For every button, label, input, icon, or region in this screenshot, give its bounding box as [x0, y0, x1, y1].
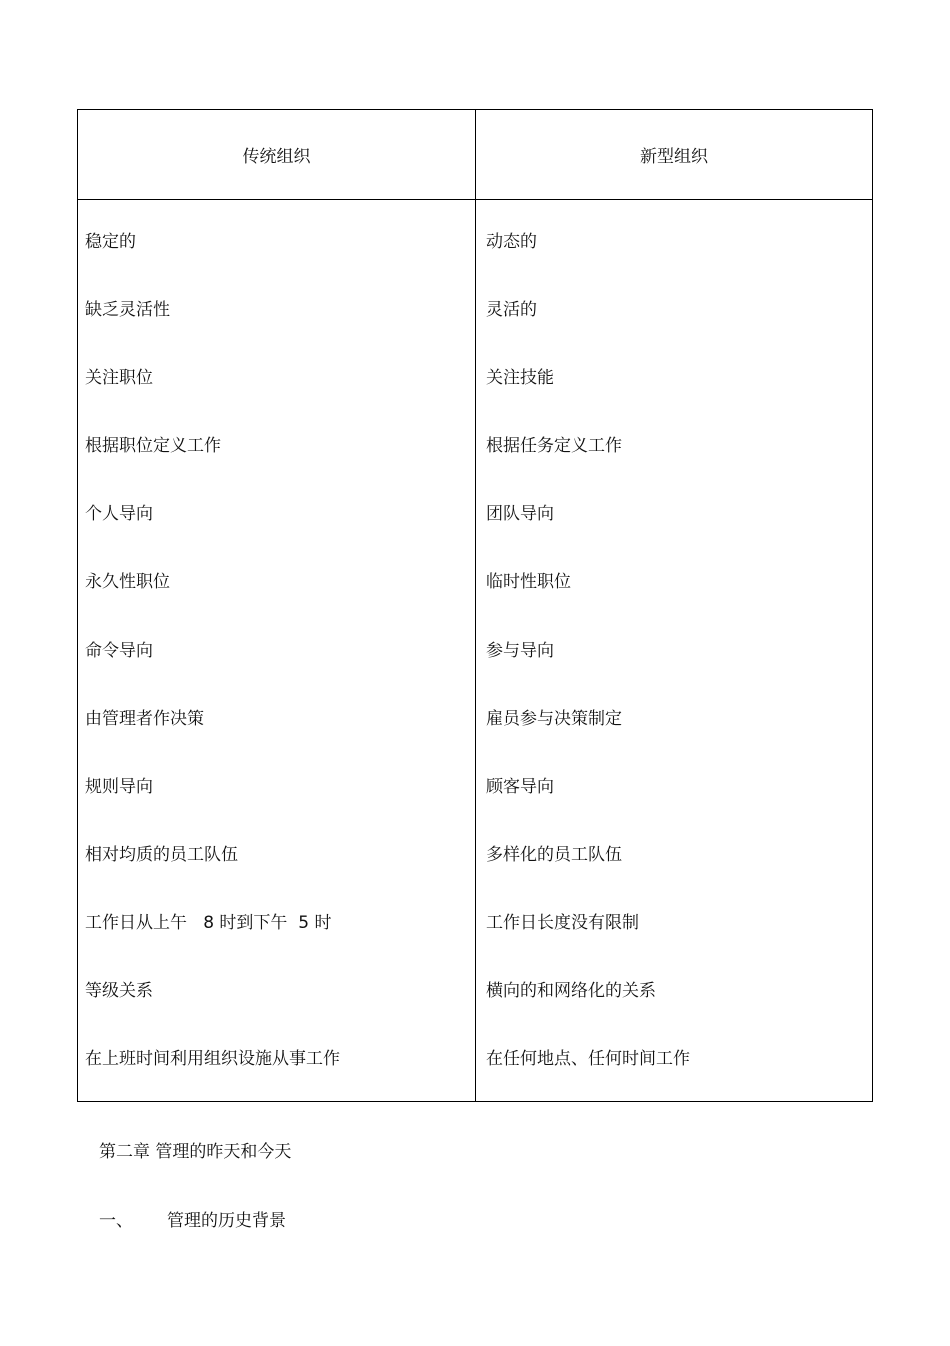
- traditional-cell: 根据职位定义工作: [85, 436, 221, 457]
- table-row: [78, 1017, 872, 1085]
- header-traditional-organization: 传统组织: [242, 147, 311, 167]
- traditional-cell: 等级关系: [85, 981, 153, 1002]
- table-row: [78, 881, 872, 949]
- chapter-title: 第二章 管理的昨天和今天: [99, 1142, 292, 1162]
- table-row: [78, 609, 872, 677]
- table-row: [78, 268, 872, 336]
- new-cell: 参与导向: [486, 640, 554, 661]
- traditional-cell: 个人导向: [85, 504, 153, 525]
- new-cell: 顾客导向: [486, 776, 554, 797]
- traditional-cell: 在上班时间利用组织设施从事工作: [85, 1049, 340, 1070]
- new-cell: 关注技能: [486, 368, 554, 389]
- table-row: [78, 677, 872, 745]
- new-cell: 工作日长度没有限制: [486, 912, 639, 933]
- section-heading: [99, 1206, 286, 1231]
- new-cell: 灵活的: [486, 300, 537, 321]
- new-cell: 动态的: [486, 232, 537, 252]
- new-cell: 团队导向: [486, 504, 554, 525]
- header-new-organization: 新型组织: [640, 147, 708, 167]
- traditional-cell: 缺乏灵活性: [85, 300, 170, 321]
- table-row: [78, 540, 872, 608]
- new-cell: 在任何地点、任何时间工作: [486, 1049, 690, 1070]
- traditional-cell: 相对均质的员工队伍: [85, 844, 238, 865]
- table-row: [78, 949, 872, 1017]
- section-number: 一、: [99, 1211, 133, 1231]
- traditional-cell: 规则导向: [85, 776, 153, 797]
- table-body: [78, 200, 872, 1085]
- table-row: [78, 745, 872, 813]
- table-row: [78, 813, 872, 881]
- traditional-cell: 工作日从上午 8 时到下午 5 时: [85, 912, 332, 933]
- new-cell: 横向的和网络化的关系: [486, 981, 656, 1002]
- table-row: [78, 336, 872, 404]
- section-title: 管理的历史背景: [167, 1211, 286, 1231]
- table-row: [78, 472, 872, 540]
- comparison-table: [77, 109, 873, 1102]
- new-cell: 多样化的员工队伍: [486, 844, 622, 865]
- new-cell: 雇员参与决策制定: [486, 708, 622, 729]
- traditional-cell: 关注职位: [85, 368, 153, 389]
- new-cell: 根据任务定义工作: [486, 436, 622, 457]
- table-header-row: [78, 110, 872, 200]
- new-cell: 临时性职位: [486, 572, 571, 593]
- table-row: [78, 404, 872, 472]
- traditional-cell: 稳定的: [85, 232, 136, 252]
- traditional-cell: 命令导向: [85, 640, 153, 661]
- traditional-cell: 由管理者作决策: [85, 708, 204, 729]
- table-row: [78, 200, 872, 268]
- traditional-cell: 永久性职位: [85, 572, 170, 593]
